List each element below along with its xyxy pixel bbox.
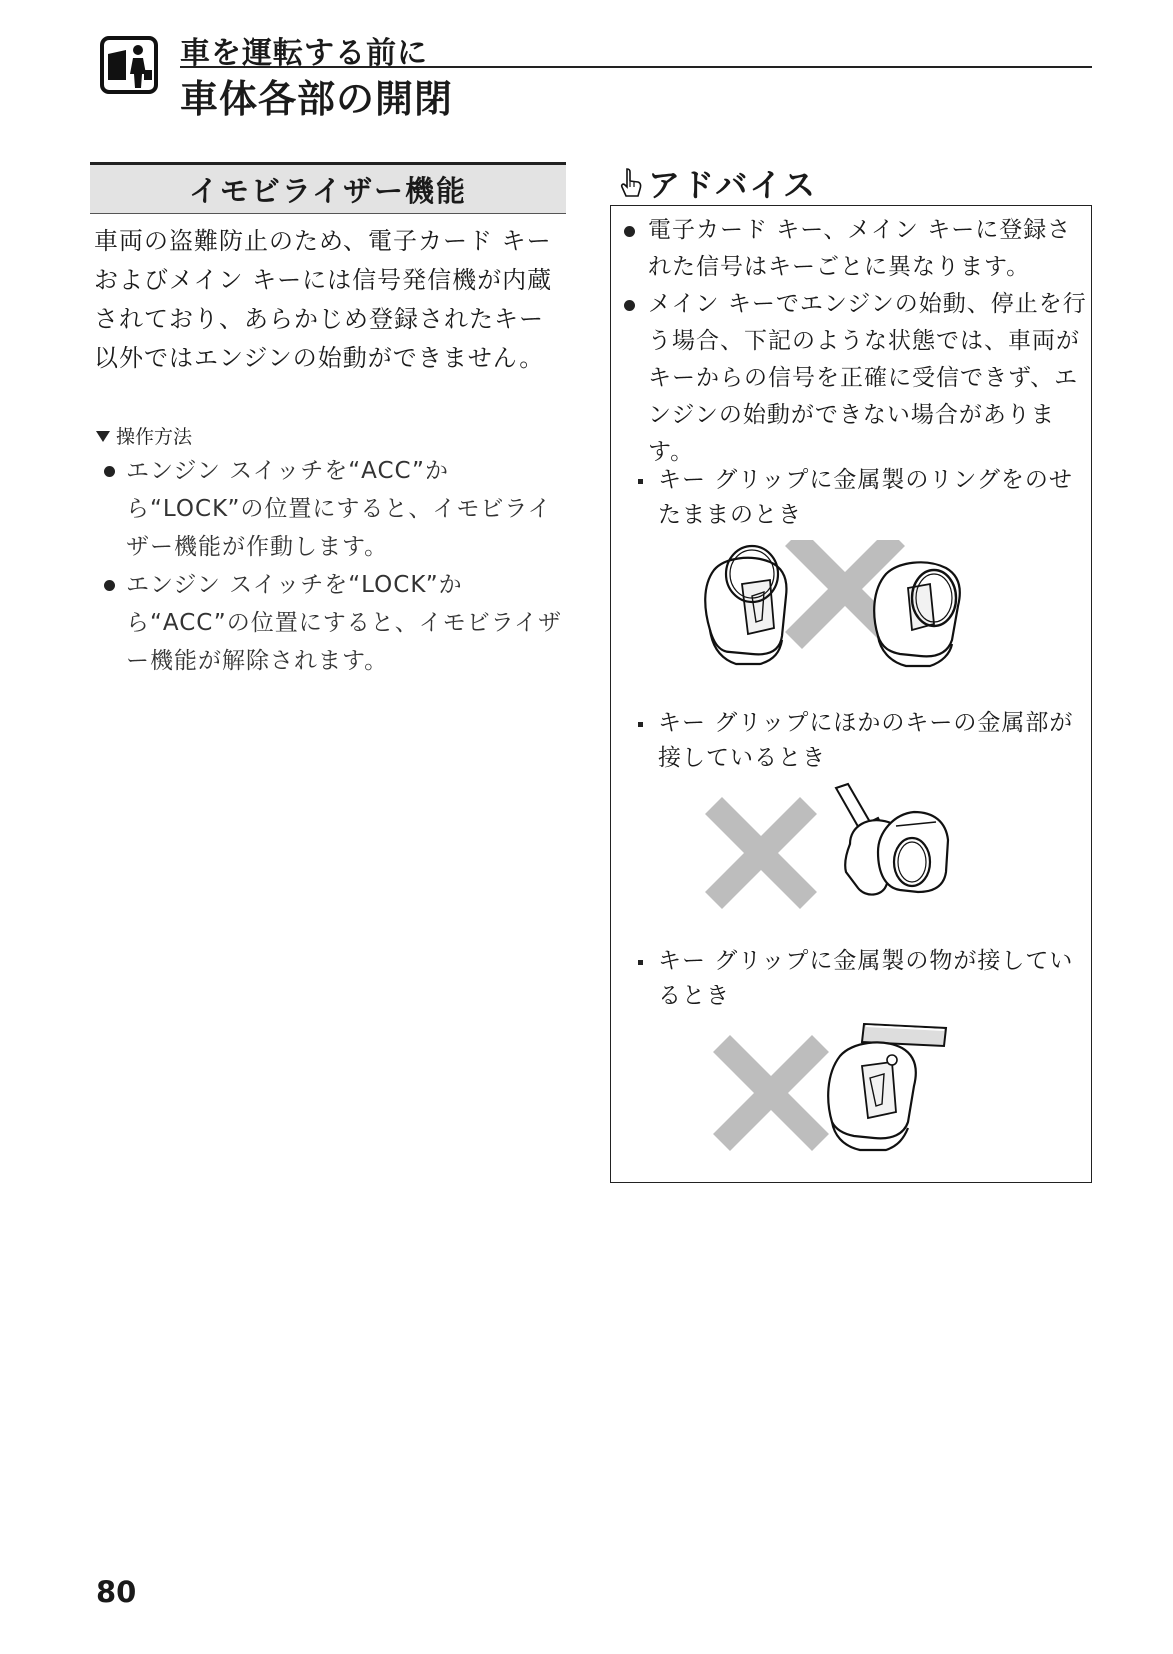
page-number: 80 <box>96 1575 137 1609</box>
driver-at-car-icon <box>100 36 158 94</box>
list-item: メイン キーでエンジンの始動、停止を行う場合、下記のような状態では、車両がキーからの信号を正確に受信できず、エンジンの始動ができない場合があります。 <box>620 286 1088 471</box>
advice-list <box>620 212 1088 471</box>
bullet-icon <box>624 300 635 311</box>
case-item: キー グリップに金属製の物が接しているとき <box>638 944 1090 1014</box>
section-heading-box <box>90 162 566 214</box>
pointing-hand-icon <box>618 167 644 199</box>
list-item: エンジン スイッチを“LOCK”から“ACC”の位置にすると、イモビライザー機能が解除されます。 <box>100 566 566 680</box>
triangle-down-icon <box>96 431 110 442</box>
chapter-title: 車体各部の開閉 <box>180 77 454 121</box>
bullet-icon <box>104 580 115 591</box>
operation-list <box>100 452 566 680</box>
section-intro: 車両の盗難防止のため、電子カード キーおよびメイン キーには信号発信機が内蔵されており、あらかじめ登録されたキー以外ではエンジンの始動ができません。 <box>94 227 553 372</box>
operation-heading: 操作方法 <box>96 422 192 449</box>
list-item: 電子カード キー、メイン キーに登録された信号はキーごとに異なります。 <box>620 212 1088 286</box>
section-title: イモビライザー機能 <box>188 173 468 208</box>
key-touching-metal-object-illustration <box>700 1018 960 1158</box>
bullet-icon <box>624 226 635 237</box>
square-bullet-icon <box>638 479 643 484</box>
square-bullet-icon <box>638 960 643 965</box>
case-item: キー グリップにほかのキーの金属部が接しているとき <box>638 706 1090 776</box>
case-item: キー グリップに金属製のリングをのせたままのとき <box>638 463 1090 533</box>
chapter-subtitle: 車を運転する前に <box>180 36 428 71</box>
advice-heading: アドバイス <box>618 160 817 206</box>
bullet-icon <box>104 466 115 477</box>
key-touching-other-key-illustration <box>700 782 980 922</box>
square-bullet-icon <box>638 722 643 727</box>
list-item: エンジン スイッチを“ACC”から“LOCK”の位置にすると、イモビライザー機能が作動します。 <box>100 452 566 566</box>
key-with-ring-illustration <box>690 540 990 680</box>
